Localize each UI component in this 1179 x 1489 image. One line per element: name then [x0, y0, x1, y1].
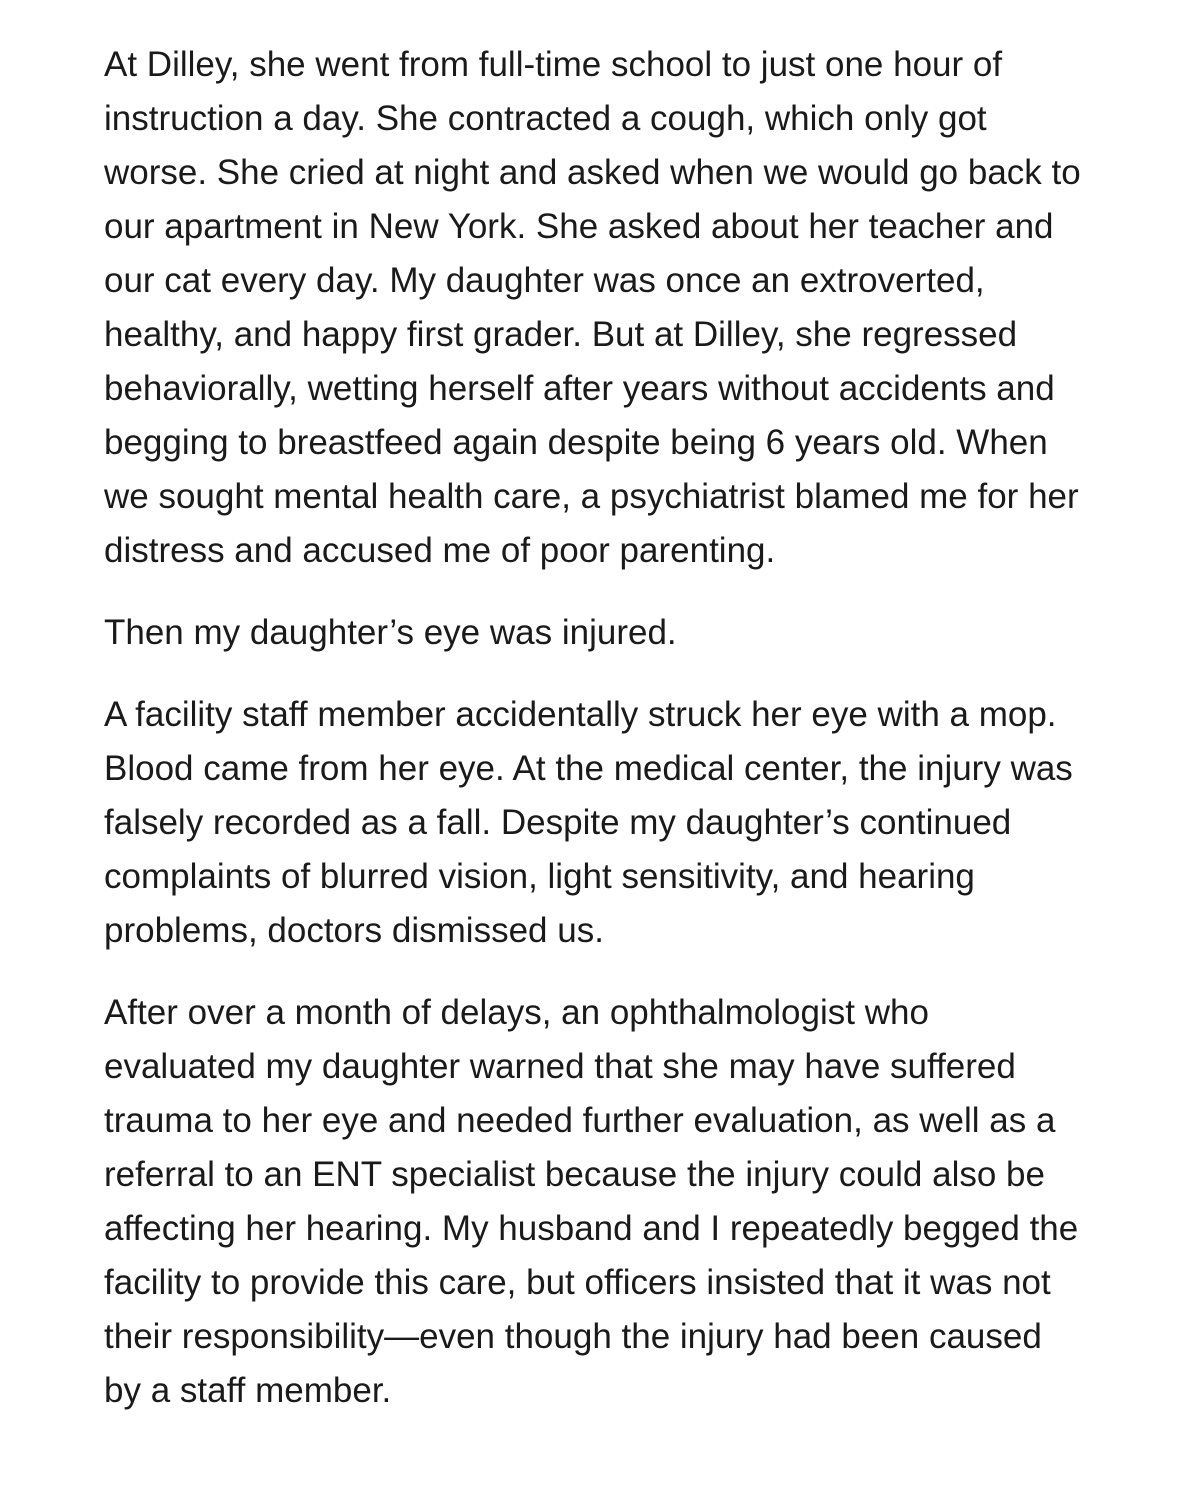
- article-paragraph: At Dilley, she went from full-time school to just one hour of instruction a day. She contracted a cough, which only got worse. She cried at night and asked when we would go back to our apartment in New York. She asked about her teacher and our cat every day. My daughter was once an extroverted, healthy, and happy first grader. But at Dilley, she regressed behaviorally, wetting herself after years without accidents and begging to breastfeed again despite being 6 years old. When we sought mental health care, a psychiatrist blamed me for her distress and accused me of poor parenting.: [104, 45, 1081, 570]
- article-paragraph: After over a month of delays, an ophthalmologist who evaluated my daughter warned that she may have suffered trauma to her eye and needed further evaluation, as well as a referral to an ENT specialist because the injury could also be affecting her hearing. My husband and I repeatedly begged the facility to provide this care, but officers insisted that it was not their responsibility—even though the injury had been caused by a staff member.: [104, 993, 1079, 1410]
- article-paragraph: A facility staff member accidentally struck her eye with a mop. Blood came from her eye. At the medical center, the injury was falsely recorded as a fall. Despite my daughter’s continued complaints of blurred vision, light sensitivity, and hearing problems, doctors dismissed us.: [104, 695, 1073, 950]
- article-paragraph: Then my daughter’s eye was injured.: [104, 613, 677, 652]
